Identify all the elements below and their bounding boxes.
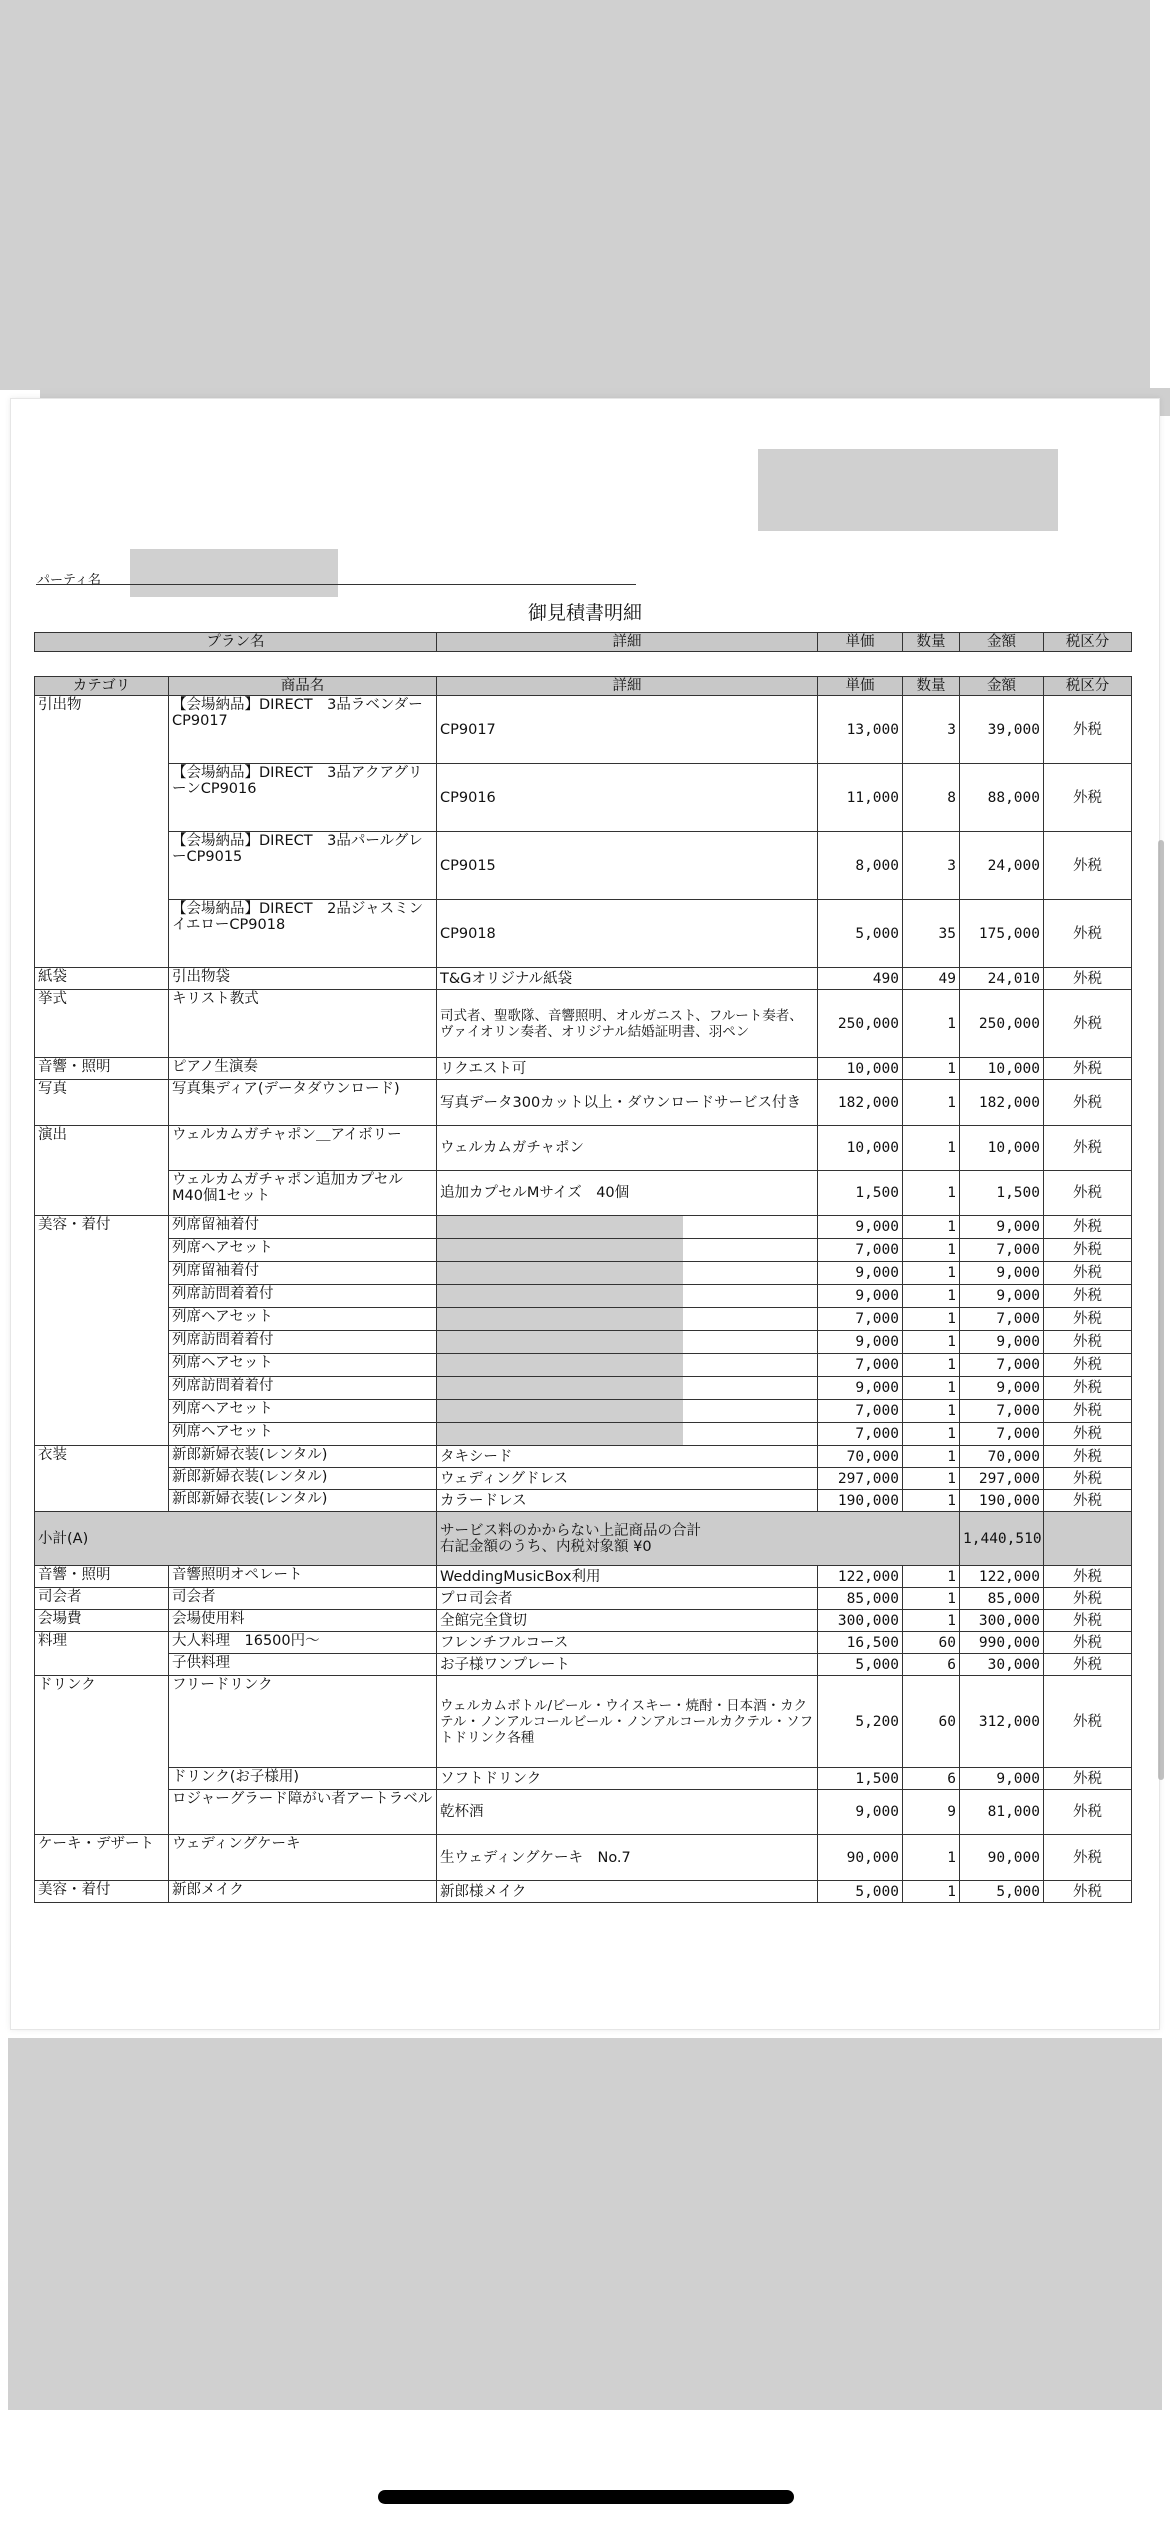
redacted-detail [437, 1354, 683, 1376]
quantity-cell: 1 [903, 1331, 960, 1354]
tax-cell: 外税 [1044, 1835, 1132, 1881]
detail-cell: 写真データ300カット以上・ダウンロードサービス付き [437, 1080, 818, 1126]
quantity-cell: 1 [903, 1239, 960, 1262]
unit-price-cell: 9,000 [818, 1262, 903, 1285]
category-cell: 音響・照明 [35, 1566, 169, 1588]
amount-cell: 190,000 [960, 1490, 1044, 1512]
amount-cell: 30,000 [960, 1654, 1044, 1676]
table-row [35, 1446, 1132, 1468]
amount-cell: 81,000 [960, 1790, 1044, 1835]
detail-cell: ウェルカムボトル/ビール・ウイスキー・焼酎・日本酒・カクテル・ノンアルコールビール・ノンアルコールカクテル・ソフトドリンク各種 [437, 1676, 818, 1768]
item-name-cell: ロジャーグラード障がい者アートラベル [169, 1790, 437, 1835]
subtotal-row [35, 1512, 1132, 1566]
quantity-cell: 1 [903, 1308, 960, 1331]
amount-cell: 175,000 [960, 900, 1044, 968]
quantity-cell: 1 [903, 1058, 960, 1080]
detail-cell: ウェディングドレス [437, 1468, 818, 1490]
detail-cell: CP9016 [437, 764, 818, 832]
item-name-cell: 新郎メイク [169, 1881, 437, 1903]
detail-cell: 乾杯酒 [437, 1790, 818, 1835]
detail-cell: お子様ワンプレート [437, 1654, 818, 1676]
amount-cell: 7,000 [960, 1423, 1044, 1446]
table-row [35, 1239, 1132, 1262]
table-row [35, 1790, 1132, 1835]
item-name-cell: 新郎新婦衣装(レンタル) [169, 1468, 437, 1490]
tax-cell: 外税 [1044, 1566, 1132, 1588]
amount-cell: 10,000 [960, 1126, 1044, 1171]
quantity-cell: 1 [903, 1126, 960, 1171]
detail-cell: 新郎様メイク [437, 1881, 818, 1903]
detail-cell [437, 1216, 818, 1239]
detail-cell [437, 1423, 818, 1446]
amount-cell: 24,010 [960, 968, 1044, 990]
quantity-cell: 1 [903, 1468, 960, 1490]
unit-price-cell: 5,000 [818, 1881, 903, 1903]
amount-cell: 990,000 [960, 1632, 1044, 1654]
quantity-cell: 1 [903, 1377, 960, 1400]
quantity-cell: 1 [903, 1400, 960, 1423]
detail-cell [437, 1239, 818, 1262]
tax-cell: 外税 [1044, 1377, 1132, 1400]
plan-col-name: プラン名 [35, 633, 437, 652]
redacted-detail [437, 1262, 683, 1284]
subtotal-note-line2: 右記金額のうち、内税対象額 ¥0 [440, 1538, 652, 1555]
table-row [35, 1423, 1132, 1446]
detail-cell: T&Gオリジナル紙袋 [437, 968, 818, 990]
unit-price-cell: 9,000 [818, 1790, 903, 1835]
item-name-cell: 【会場納品】DIRECT 2品ジャスミンイエローCP9018 [169, 900, 437, 968]
item-name-cell: ウェルカムガチャポン＿アイボリー [169, 1126, 437, 1171]
amount-cell: 182,000 [960, 1080, 1044, 1126]
table-row [35, 1126, 1132, 1171]
tax-cell: 外税 [1044, 1262, 1132, 1285]
item-name-cell: 列席留袖着付 [169, 1262, 437, 1285]
table-row [35, 1400, 1132, 1423]
tax-cell: 外税 [1044, 1331, 1132, 1354]
plan-col-amount: 金額 [960, 633, 1044, 652]
quantity-cell: 1 [903, 1588, 960, 1610]
unit-price-cell: 11,000 [818, 764, 903, 832]
unit-price-cell: 8,000 [818, 832, 903, 900]
tax-cell: 外税 [1044, 1354, 1132, 1377]
detail-cell: ソフトドリンク [437, 1768, 818, 1790]
detail-cell [437, 1331, 818, 1354]
unit-price-cell: 9,000 [818, 1331, 903, 1354]
detail-cell: カラードレス [437, 1490, 818, 1512]
detail-cell: CP9018 [437, 900, 818, 968]
tax-cell: 外税 [1044, 1490, 1132, 1512]
home-indicator[interactable] [378, 2490, 794, 2504]
amount-cell: 297,000 [960, 1468, 1044, 1490]
detail-cell [437, 1400, 818, 1423]
amount-cell: 1,500 [960, 1171, 1044, 1216]
amount-cell: 122,000 [960, 1566, 1044, 1588]
quantity-cell: 35 [903, 900, 960, 968]
table-row [35, 1377, 1132, 1400]
plan-col-price: 単価 [818, 633, 903, 652]
detail-cell: フレンチフルコース [437, 1632, 818, 1654]
tax-cell: 外税 [1044, 990, 1132, 1058]
document-title: 御見積書明細 [527, 602, 642, 624]
subtotal-amount: 1,440,510 [960, 1512, 1044, 1566]
unit-price-cell: 297,000 [818, 1468, 903, 1490]
tax-cell: 外税 [1044, 1308, 1132, 1331]
table-row [35, 1768, 1132, 1790]
quantity-cell: 60 [903, 1632, 960, 1654]
redacted-detail [437, 1377, 683, 1399]
quantity-cell: 1 [903, 1610, 960, 1632]
table-row [35, 1262, 1132, 1285]
unit-price-cell: 190,000 [818, 1490, 903, 1512]
redacted-detail [437, 1216, 683, 1238]
amount-cell: 7,000 [960, 1354, 1044, 1377]
amount-cell: 9,000 [960, 1262, 1044, 1285]
table-row [35, 1171, 1132, 1216]
quantity-cell: 1 [903, 1835, 960, 1881]
table-header-row [35, 677, 1132, 696]
scrollbar[interactable] [1158, 840, 1164, 1780]
redacted-stamp-area [758, 449, 1058, 531]
plan-col-qty: 数量 [903, 633, 960, 652]
item-name-cell: ドリンク(お子様用) [169, 1768, 437, 1790]
unit-price-cell: 90,000 [818, 1835, 903, 1881]
detail-cell: ウェルカムガチャポン [437, 1126, 818, 1171]
detail-cell: CP9017 [437, 696, 818, 764]
unit-price-cell: 1,500 [818, 1171, 903, 1216]
tax-cell: 外税 [1044, 968, 1132, 990]
amount-cell: 9,000 [960, 1216, 1044, 1239]
quantity-cell: 3 [903, 696, 960, 764]
quantity-cell: 1 [903, 1354, 960, 1377]
detail-cell: WeddingMusicBox利用 [437, 1566, 818, 1588]
tax-cell: 外税 [1044, 696, 1132, 764]
unit-price-cell: 182,000 [818, 1080, 903, 1126]
detail-cell: 全館完全貸切 [437, 1610, 818, 1632]
tax-cell: 外税 [1044, 1632, 1132, 1654]
table-row [35, 1331, 1132, 1354]
unit-price-cell: 7,000 [818, 1354, 903, 1377]
table-row [35, 1080, 1132, 1126]
quantity-cell: 1 [903, 1446, 960, 1468]
item-name-cell: 音響照明オペレート [169, 1566, 437, 1588]
quantity-cell: 3 [903, 832, 960, 900]
detail-cell [437, 1377, 818, 1400]
amount-cell: 7,000 [960, 1239, 1044, 1262]
item-name-cell: ウェルカムガチャポン追加カプセルM40個1セット [169, 1171, 437, 1216]
plan-col-tax: 税区分 [1044, 633, 1132, 652]
item-name-cell: 列席ヘアセット [169, 1423, 437, 1446]
amount-cell: 9,000 [960, 1331, 1044, 1354]
amount-cell: 39,000 [960, 696, 1044, 764]
unit-price-cell: 5,000 [818, 900, 903, 968]
tax-cell: 外税 [1044, 1080, 1132, 1126]
amount-cell: 300,000 [960, 1610, 1044, 1632]
plan-col-detail: 詳細 [437, 633, 818, 652]
tax-cell: 外税 [1044, 1654, 1132, 1676]
col-unit-price: 単価 [818, 677, 903, 696]
table-row [35, 1354, 1132, 1377]
item-name-cell: 大人料理 16500円～ [169, 1632, 437, 1654]
category-cell: 演出 [35, 1126, 169, 1216]
quantity-cell: 9 [903, 1790, 960, 1835]
table-row [35, 1468, 1132, 1490]
party-name-label: パーティ名 [37, 573, 101, 588]
redacted-header-area [0, 0, 1150, 390]
category-cell: 写真 [35, 1080, 169, 1126]
subtotal-label: 小計(A) [35, 1512, 437, 1566]
table-row [35, 1588, 1132, 1610]
category-cell: 挙式 [35, 990, 169, 1058]
tax-cell: 外税 [1044, 1171, 1132, 1216]
amount-cell: 312,000 [960, 1676, 1044, 1768]
category-cell: 衣装 [35, 1446, 169, 1512]
category-cell: 美容・着付 [35, 1216, 169, 1446]
unit-price-cell: 9,000 [818, 1285, 903, 1308]
unit-price-cell: 490 [818, 968, 903, 990]
table-row [35, 1610, 1132, 1632]
quantity-cell: 1 [903, 1285, 960, 1308]
unit-price-cell: 7,000 [818, 1400, 903, 1423]
item-name-cell: 写真集ディア(データダウンロード) [169, 1080, 437, 1126]
item-name-cell: 列席ヘアセット [169, 1308, 437, 1331]
item-name-cell: 会場使用料 [169, 1610, 437, 1632]
amount-cell: 9,000 [960, 1768, 1044, 1790]
table-row [35, 1881, 1132, 1903]
table-row [35, 900, 1132, 968]
detail-cell [437, 1308, 818, 1331]
unit-price-cell: 7,000 [818, 1308, 903, 1331]
amount-cell: 70,000 [960, 1446, 1044, 1468]
detail-cell: プロ司会者 [437, 1588, 818, 1610]
table-row [35, 1676, 1132, 1768]
tax-cell: 外税 [1044, 1400, 1132, 1423]
quantity-cell: 1 [903, 990, 960, 1058]
unit-price-cell: 9,000 [818, 1377, 903, 1400]
amount-cell: 7,000 [960, 1400, 1044, 1423]
plan-header-table [34, 632, 1132, 652]
quantity-cell: 1 [903, 1490, 960, 1512]
unit-price-cell: 13,000 [818, 696, 903, 764]
col-quantity: 数量 [903, 677, 960, 696]
category-cell: 料理 [35, 1632, 169, 1676]
detail-cell: タキシード [437, 1446, 818, 1468]
tax-cell: 外税 [1044, 1588, 1132, 1610]
amount-cell: 90,000 [960, 1835, 1044, 1881]
table-row [35, 990, 1132, 1058]
item-name-cell: 【会場納品】DIRECT 3品パールグレーCP9015 [169, 832, 437, 900]
item-name-cell: 列席留袖着付 [169, 1216, 437, 1239]
amount-cell: 7,000 [960, 1308, 1044, 1331]
detail-cell: 追加カプセルMサイズ 40個 [437, 1171, 818, 1216]
redacted-detail [437, 1331, 683, 1353]
item-name-cell: ピアノ生演奏 [169, 1058, 437, 1080]
unit-price-cell: 300,000 [818, 1610, 903, 1632]
category-cell: 美容・着付 [35, 1881, 169, 1903]
tax-cell: 外税 [1044, 1468, 1132, 1490]
amount-cell: 10,000 [960, 1058, 1044, 1080]
redacted-detail [437, 1239, 683, 1261]
unit-price-cell: 250,000 [818, 990, 903, 1058]
col-tax: 税区分 [1044, 677, 1132, 696]
item-name-cell: フリードリンク [169, 1676, 437, 1768]
unit-price-cell: 10,000 [818, 1058, 903, 1080]
party-name-underline [36, 584, 636, 585]
col-detail: 詳細 [437, 677, 818, 696]
tax-cell: 外税 [1044, 764, 1132, 832]
quantity-cell: 6 [903, 1654, 960, 1676]
tax-cell: 外税 [1044, 1126, 1132, 1171]
amount-cell: 9,000 [960, 1285, 1044, 1308]
redacted-footer-area [8, 2038, 1162, 2410]
redacted-detail [437, 1423, 683, 1445]
col-amount: 金額 [960, 677, 1044, 696]
quantity-cell: 1 [903, 1171, 960, 1216]
item-name-cell: 引出物袋 [169, 968, 437, 990]
unit-price-cell: 122,000 [818, 1566, 903, 1588]
tax-cell: 外税 [1044, 1446, 1132, 1468]
quantity-cell: 1 [903, 1566, 960, 1588]
unit-price-cell: 70,000 [818, 1446, 903, 1468]
col-category: カテゴリ [35, 677, 169, 696]
detail-cell [437, 1354, 818, 1377]
unit-price-cell: 7,000 [818, 1239, 903, 1262]
table-row [35, 832, 1132, 900]
item-name-cell: 列席ヘアセット [169, 1400, 437, 1423]
quantity-cell: 6 [903, 1768, 960, 1790]
item-name-cell: 子供料理 [169, 1654, 437, 1676]
item-name-cell: キリスト教式 [169, 990, 437, 1058]
item-name-cell: 【会場納品】DIRECT 3品アクアグリーンCP9016 [169, 764, 437, 832]
table-row [35, 696, 1132, 764]
tax-cell: 外税 [1044, 1239, 1132, 1262]
quantity-cell: 1 [903, 1423, 960, 1446]
quantity-cell: 60 [903, 1676, 960, 1768]
item-name-cell: ウェディングケーキ [169, 1835, 437, 1881]
quantity-cell: 8 [903, 764, 960, 832]
subtotal-tax-cell [1044, 1512, 1132, 1566]
category-cell: ドリンク [35, 1676, 169, 1835]
redacted-detail [437, 1308, 683, 1330]
table-row [35, 1632, 1132, 1654]
tax-cell: 外税 [1044, 1285, 1132, 1308]
category-cell: 引出物 [35, 696, 169, 968]
item-name-cell: 列席訪問着着付 [169, 1377, 437, 1400]
col-item-name: 商品名 [169, 677, 437, 696]
tax-cell: 外税 [1044, 1423, 1132, 1446]
detail-cell: 司式者、聖歌隊、音響照明、オルガニスト、フルート奏者、ヴァイオリン奏者、オリジナル結婚証明書、羽ペン [437, 990, 818, 1058]
table-row [35, 764, 1132, 832]
unit-price-cell: 9,000 [818, 1216, 903, 1239]
quantity-cell: 1 [903, 1080, 960, 1126]
table-row [35, 1566, 1132, 1588]
item-name-cell: 列席訪問着着付 [169, 1331, 437, 1354]
category-cell: 会場費 [35, 1610, 169, 1632]
detail-cell: 生ウェディングケーキ No.7 [437, 1835, 818, 1881]
table-row [35, 1058, 1132, 1080]
detail-cell: CP9015 [437, 832, 818, 900]
table-row [35, 1654, 1132, 1676]
unit-price-cell: 5,000 [818, 1654, 903, 1676]
amount-cell: 88,000 [960, 764, 1044, 832]
item-name-cell: 列席ヘアセット [169, 1239, 437, 1262]
item-name-cell: 列席訪問着着付 [169, 1285, 437, 1308]
quantity-cell: 49 [903, 968, 960, 990]
detail-cell [437, 1262, 818, 1285]
item-name-cell: 【会場納品】DIRECT 3品ラベンダーCP9017 [169, 696, 437, 764]
unit-price-cell: 85,000 [818, 1588, 903, 1610]
tax-cell: 外税 [1044, 1768, 1132, 1790]
unit-price-cell: 10,000 [818, 1126, 903, 1171]
table-row [35, 1308, 1132, 1331]
table-row [35, 1490, 1132, 1512]
amount-cell: 9,000 [960, 1377, 1044, 1400]
item-name-cell: 新郎新婦衣装(レンタル) [169, 1446, 437, 1468]
unit-price-cell: 5,200 [818, 1676, 903, 1768]
unit-price-cell: 7,000 [818, 1423, 903, 1446]
unit-price-cell: 16,500 [818, 1632, 903, 1654]
quantity-cell: 1 [903, 1216, 960, 1239]
category-cell: ケーキ・デザート [35, 1835, 169, 1881]
subtotal-note-line1: サービス料のかからない上記商品の合計 [440, 1522, 701, 1539]
tax-cell: 外税 [1044, 1790, 1132, 1835]
tax-cell: 外税 [1044, 1058, 1132, 1080]
detail-cell [437, 1285, 818, 1308]
tax-cell: 外税 [1044, 1881, 1132, 1903]
table-row [35, 1216, 1132, 1239]
category-cell: 紙袋 [35, 968, 169, 990]
item-name-cell: 列席ヘアセット [169, 1354, 437, 1377]
unit-price-cell: 1,500 [818, 1768, 903, 1790]
tax-cell: 外税 [1044, 832, 1132, 900]
amount-cell: 85,000 [960, 1588, 1044, 1610]
quantity-cell: 1 [903, 1881, 960, 1903]
subtotal-note [437, 1512, 960, 1566]
tax-cell: 外税 [1044, 900, 1132, 968]
tax-cell: 外税 [1044, 1610, 1132, 1632]
category-cell: 司会者 [35, 1588, 169, 1610]
tax-cell: 外税 [1044, 1676, 1132, 1768]
quantity-cell: 1 [903, 1262, 960, 1285]
table-row [35, 968, 1132, 990]
table-row [35, 1285, 1132, 1308]
estimate-detail-table [34, 676, 1132, 1903]
tax-cell: 外税 [1044, 1216, 1132, 1239]
redacted-party-name [130, 549, 338, 597]
amount-cell: 250,000 [960, 990, 1044, 1058]
table-row [35, 1835, 1132, 1881]
amount-cell: 5,000 [960, 1881, 1044, 1903]
detail-cell: リクエスト可 [437, 1058, 818, 1080]
category-cell: 音響・照明 [35, 1058, 169, 1080]
redacted-detail [437, 1400, 683, 1422]
amount-cell: 24,000 [960, 832, 1044, 900]
item-name-cell: 司会者 [169, 1588, 437, 1610]
item-name-cell: 新郎新婦衣装(レンタル) [169, 1490, 437, 1512]
redacted-detail [437, 1285, 683, 1307]
